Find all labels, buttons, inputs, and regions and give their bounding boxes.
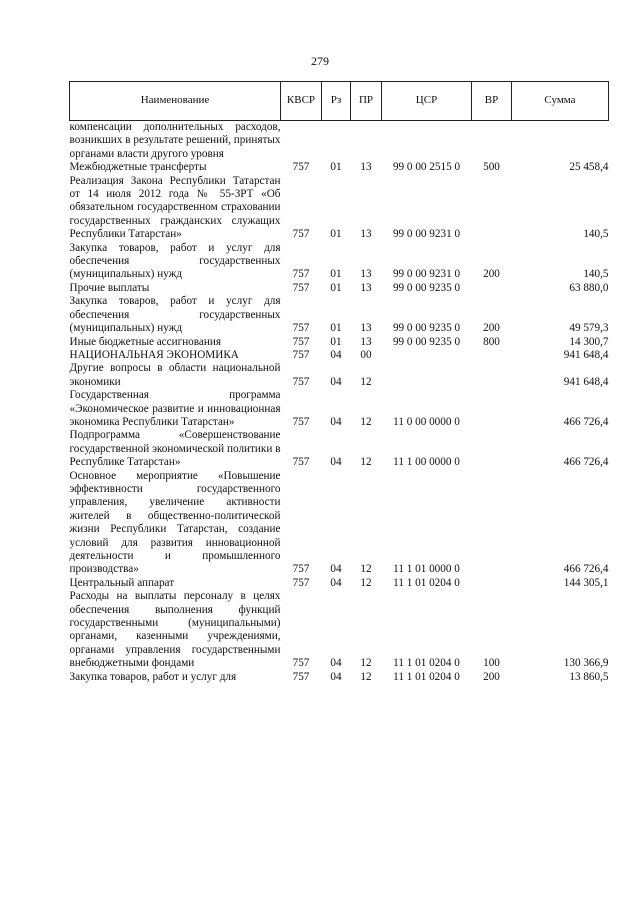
row-rz: 01 [330, 281, 342, 294]
row-rz: 04 [330, 375, 342, 388]
header-name: Наименование [70, 82, 281, 121]
table-row [70, 161, 609, 174]
row-sum: 144 305,1 [563, 576, 609, 589]
row-pr [351, 121, 382, 162]
table-row [70, 389, 609, 429]
row-kvsr: 757 [292, 281, 310, 294]
table-row [70, 577, 609, 590]
row-rz: 04 [330, 563, 342, 576]
row-name: Закупка товаров, работ и услуг для обеспечения государственных (муниципальных) нужд [69, 241, 281, 281]
table-row [70, 121, 609, 162]
row-vr: 500 [483, 161, 500, 174]
row-sum: 466 726,4 [563, 415, 609, 428]
row-rz: 01 [330, 268, 342, 281]
row-pr: 12 [360, 563, 372, 576]
row-vr [472, 429, 512, 469]
row-csr: 99 0 00 9235 0 [392, 281, 461, 294]
row-vr [472, 175, 512, 242]
page-number: 279 [311, 54, 329, 68]
row-csr: 11 1 01 0204 0 [393, 576, 460, 589]
row-name: компенсации дополнительных расходов, возникших в результате решений, принятых органами власти другого уровня [69, 121, 281, 160]
row-csr: 99 0 00 9235 0 [392, 322, 461, 335]
table-row [70, 336, 609, 349]
row-rz: 04 [330, 456, 342, 469]
row-pr: 12 [360, 415, 372, 428]
row-csr: 99 0 00 9235 0 [392, 335, 461, 348]
row-sum: 130 366,9 [563, 657, 609, 670]
row-pr: 13 [360, 281, 372, 294]
row-name: Реализация Закона Республики Татарстан от 14 июля 2012 года № 55-ЗРТ «Об обязательном государственном страховании государственных гражданских служащих Республики Татарстан» [69, 174, 281, 241]
row-kvsr: 757 [292, 657, 310, 670]
row-sum: 466 726,4 [563, 563, 609, 576]
row-name: Основное мероприятие «Повышение эффективности государственного управления, увеличение активности жителей в общественно-политической жизни Республики Татарстан, создание условий для развития инновационной деятельности и промышленного производства» [69, 469, 281, 576]
row-kvsr: 757 [292, 456, 310, 469]
row-sum: 14 300,7 [569, 335, 609, 348]
table-row [70, 590, 609, 670]
header-row [70, 82, 609, 121]
row-sum: 941 648,4 [563, 348, 609, 361]
row-kvsr [281, 121, 322, 162]
row-rz: 01 [330, 228, 342, 241]
table-row [70, 295, 609, 335]
row-pr: 00 [360, 348, 372, 361]
row-vr [472, 121, 512, 162]
table-row [70, 175, 609, 242]
row-sum: 140,5 [583, 268, 609, 281]
row-sum: 63 880,0 [569, 281, 609, 294]
table-row [70, 242, 609, 282]
row-rz: 04 [330, 657, 342, 670]
row-sum: 140,5 [583, 228, 609, 241]
row-sum: 49 579,3 [569, 322, 609, 335]
row-csr: 11 1 01 0204 0 [393, 670, 460, 683]
row-kvsr: 757 [292, 576, 310, 589]
row-csr [382, 121, 472, 162]
row-vr [472, 362, 512, 389]
row-vr: 200 [483, 322, 500, 335]
table-row [70, 282, 609, 295]
row-vr: 100 [483, 657, 500, 670]
header-vr: ВР [472, 82, 512, 121]
row-pr: 12 [360, 375, 372, 388]
row-csr [382, 362, 472, 389]
row-pr: 13 [360, 228, 372, 241]
header-csr: ЦСР [382, 82, 472, 121]
row-csr: 11 1 01 0204 0 [393, 657, 460, 670]
row-pr: 13 [360, 322, 372, 335]
row-sum [512, 121, 609, 162]
row-sum: 25 458,4 [569, 161, 609, 174]
row-sum: 466 726,4 [563, 456, 609, 469]
row-name: Подпрограмма «Совершенствование государственной экономической политики в Республике Татарстан» [69, 429, 281, 469]
budget-table [69, 81, 609, 684]
row-kvsr: 757 [292, 322, 310, 335]
row-vr: 800 [483, 335, 500, 348]
header-pr: ПР [351, 82, 382, 121]
row-kvsr: 757 [292, 268, 310, 281]
row-sum: 13 860,5 [569, 670, 609, 683]
row-kvsr: 757 [292, 161, 310, 174]
table-row [70, 429, 609, 469]
table-row [70, 671, 609, 684]
row-csr: 99 0 00 2515 0 [392, 161, 461, 174]
row-pr: 12 [360, 657, 372, 670]
row-pr: 13 [360, 161, 372, 174]
row-name: Закупка товаров, работ и услуг для [69, 670, 237, 683]
header-kvsr: КВСР [281, 82, 322, 121]
row-name: Межбюджетные трансферты [69, 161, 207, 174]
row-pr: 13 [360, 268, 372, 281]
row-kvsr: 757 [292, 228, 310, 241]
row-vr [472, 389, 512, 429]
row-rz: 01 [330, 335, 342, 348]
row-name: Другие вопросы в области национальной экономики [69, 362, 281, 388]
row-kvsr: 757 [292, 375, 310, 388]
row-kvsr: 757 [292, 670, 310, 683]
row-rz: 04 [330, 576, 342, 589]
row-pr: 12 [360, 456, 372, 469]
row-name: Государственная программа «Экономическое развитие и инновационная экономика Республики Татарстан» [69, 389, 281, 428]
row-pr: 12 [360, 670, 372, 683]
row-vr [472, 470, 512, 577]
row-csr [382, 349, 472, 362]
row-csr: 99 0 00 9231 0 [392, 228, 461, 241]
row-name: Прочие выплаты [69, 281, 150, 294]
table-row [70, 349, 609, 362]
row-vr [472, 282, 512, 295]
row-name: НАЦИОНАЛЬНАЯ ЭКОНОМИКА [69, 348, 239, 361]
row-vr [472, 349, 512, 362]
row-rz [322, 121, 351, 162]
row-csr: 11 0 00 0000 0 [393, 415, 460, 428]
row-name: Расходы на выплаты персоналу в целях обеспечения выполнения функций государственными (муниципальными) органами, казенными учреждениями, органами управления государственными внебюджетными фондами [69, 590, 281, 670]
row-sum: 941 648,4 [563, 375, 609, 388]
header-rz: Рз [322, 82, 351, 121]
row-pr: 12 [360, 576, 372, 589]
table-row [70, 470, 609, 577]
row-name: Закупка товаров, работ и услуг для обеспечения государственных (муниципальных) нужд [69, 295, 281, 335]
header-sum: Сумма [512, 82, 609, 121]
row-rz: 04 [330, 670, 342, 683]
row-kvsr: 757 [292, 348, 310, 361]
row-rz: 04 [330, 415, 342, 428]
row-vr [472, 577, 512, 590]
row-name: Иные бюджетные ассигнования [69, 335, 221, 348]
row-pr: 13 [360, 335, 372, 348]
row-rz: 01 [330, 322, 342, 335]
row-rz: 01 [330, 161, 342, 174]
row-kvsr: 757 [292, 563, 310, 576]
row-vr: 200 [483, 670, 500, 683]
row-vr: 200 [483, 268, 500, 281]
row-kvsr: 757 [292, 335, 310, 348]
row-csr: 11 1 00 0000 0 [393, 456, 460, 469]
row-rz: 04 [330, 348, 342, 361]
row-kvsr: 757 [292, 415, 310, 428]
row-csr: 99 0 00 9231 0 [392, 268, 461, 281]
table-row [70, 362, 609, 389]
row-name: Центральный аппарат [69, 576, 175, 589]
row-csr: 11 1 01 0000 0 [393, 563, 460, 576]
